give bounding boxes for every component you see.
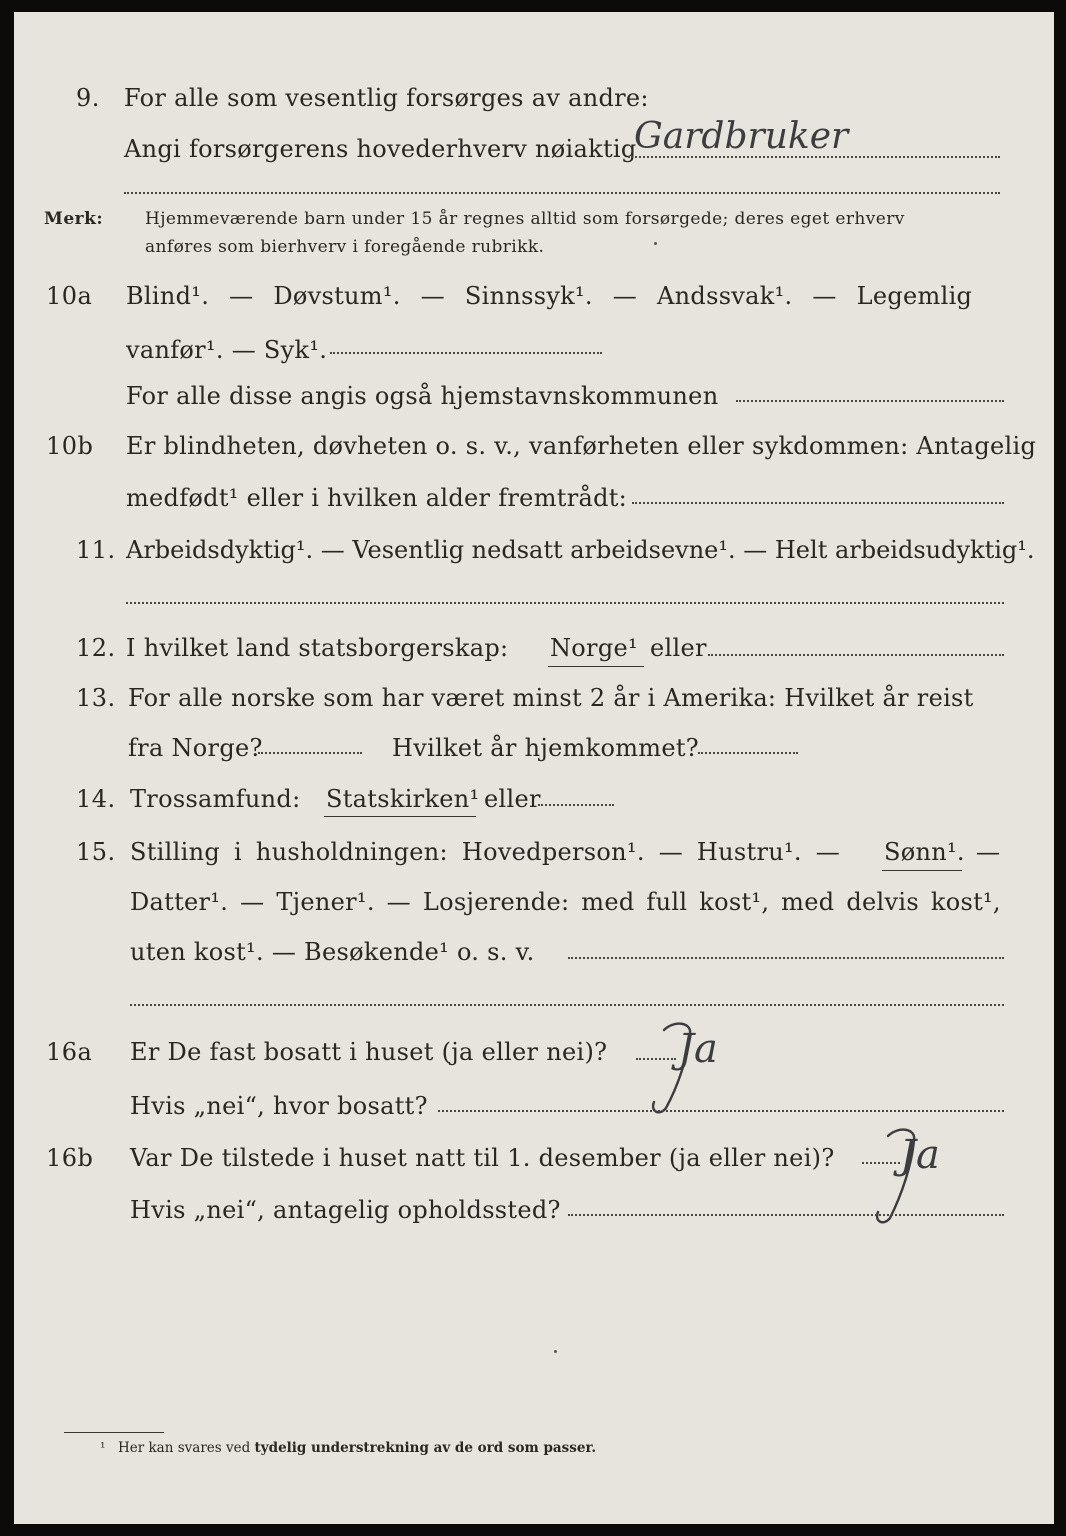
q12-line1: I hvilket land statsborgerskap:: [126, 634, 509, 662]
footnote-text: [118, 1440, 596, 1456]
q12-norge-underlined: Norge¹: [550, 634, 638, 662]
q15-line1a: Stilling i husholdningen: Hovedperson¹. — Hustru¹. —: [130, 838, 841, 866]
q15-line3: uten kost¹. — Besøkende¹ o. s. v.: [130, 938, 535, 966]
q16a-line2: Hvis „nei“, hvor bosatt?: [130, 1092, 428, 1120]
q11-dotted-line: [126, 602, 1004, 604]
question-number-14: 14.: [76, 785, 116, 813]
q10a-line2: vanfør¹. — Syk¹.: [126, 336, 328, 364]
q10a-line1: Blind¹. — Døvstum¹. — Sinnssyk¹. — Andssvak¹. — Legemlig: [126, 282, 973, 310]
merk-line2: anføres som bierhverv i foregående rubrikk.: [145, 237, 545, 257]
q13-hjemkommet-dotted-line: [698, 752, 798, 754]
question-number-10a: 10a: [46, 282, 93, 310]
q15-line2: Datter¹. — Tjener¹. — Losjerende: med full kost¹, med delvis kost¹,: [130, 888, 1001, 916]
q13-line2b: Hvilket år hjemkommet?: [392, 734, 699, 762]
question-number-13: 13.: [76, 684, 116, 712]
q15-extra-dotted-line: [130, 1004, 1004, 1006]
paper-speck: [654, 242, 657, 245]
q15-dotted-line: [568, 957, 1004, 959]
q14-dotted-line: [538, 804, 614, 806]
q13-line2a: fra Norge?: [128, 734, 263, 762]
q14-statskirken-underline: [324, 816, 476, 817]
q12-dotted-line: [708, 654, 1004, 656]
q12-eller: eller: [650, 634, 707, 662]
q16b-handwritten-answer: Ja: [900, 1132, 940, 1178]
q14-line1: Trossamfund:: [130, 785, 301, 813]
footnote-text-a: Her kan svares ved: [118, 1440, 251, 1456]
footnote-text-b: tydelig understrekning av de ord som passer.: [254, 1440, 597, 1456]
q15-line1b: —: [976, 838, 1001, 866]
q14-eller: eller: [484, 785, 541, 813]
q14-statskirken-underlined: Statskirken¹: [326, 785, 480, 813]
footnote-mark: ¹: [100, 1440, 106, 1456]
question-number-11: 11.: [76, 536, 116, 564]
q9-line2: Angi forsørgerens hovederhverv nøiaktig: [124, 135, 637, 163]
q16b-line2: Hvis „nei“, antagelig opholdssted?: [130, 1196, 561, 1224]
q16a-handwritten-answer: Ja: [678, 1026, 718, 1072]
question-number-16a: 16a: [46, 1038, 93, 1066]
q13-line1: For alle norske som har været minst 2 år i Amerika: Hvilket år reist: [128, 684, 974, 712]
q10b-line1: Er blindheten, døvheten o. s. v., vanførheten eller sykdommen: Antagelig: [126, 432, 1037, 460]
q10a-syk-dotted-line: [330, 352, 602, 354]
merk-label: Merk:: [44, 209, 104, 229]
question-number-12: 12.: [76, 634, 116, 662]
census-form-page: [14, 12, 1054, 1524]
paper-speck: [554, 1350, 557, 1353]
q10b-line2: medfødt¹ eller i hvilken alder fremtrådt:: [126, 484, 628, 512]
q10b-dotted-line: [632, 502, 1004, 504]
q9-line1: For alle som vesentlig forsørges av andre:: [124, 84, 649, 112]
q12-norge-underline: [548, 666, 644, 667]
q16b-opholdssted-dotted-line: [568, 1214, 1004, 1216]
question-number-16b: 16b: [46, 1144, 94, 1172]
question-number-9: 9.: [76, 84, 100, 112]
question-number-15: 15.: [76, 838, 116, 866]
q11-line1: Arbeidsdyktig¹. — Vesentlig nedsatt arbeidsevne¹. — Helt arbeidsudyktig¹.: [126, 536, 1035, 564]
question-number-10b: 10b: [46, 432, 94, 460]
q9-answer-dotted-line: [628, 156, 1000, 158]
q16b-line1: Var De tilstede i huset natt til 1. desember (ja eller nei)?: [130, 1144, 835, 1172]
q16a-line1: Er De fast bosatt i huset (ja eller nei)?: [130, 1038, 608, 1066]
footnote-rule: [64, 1432, 164, 1433]
q15-sonn-underlined: Sønn¹.: [884, 838, 965, 866]
q15-sonn-underline: [882, 870, 962, 871]
q13-reist-dotted-line: [258, 752, 362, 754]
q16a-bosatt-dotted-line: [438, 1110, 1004, 1112]
q9-handwritten-answer: Gardbruker: [634, 116, 849, 157]
q16a-answer-stroke: [644, 1016, 764, 1116]
q16b-answer-stroke: [866, 1124, 986, 1224]
q9-extra-dotted-line: [124, 192, 1000, 194]
q10a-line3: For alle disse angis også hjemstavnskommunen: [126, 382, 719, 410]
merk-line1: Hjemmeværende barn under 15 år regnes alltid som forsørgede; deres eget erhverv: [145, 209, 905, 229]
q10a-hjemstavn-dotted-line: [736, 400, 1004, 402]
